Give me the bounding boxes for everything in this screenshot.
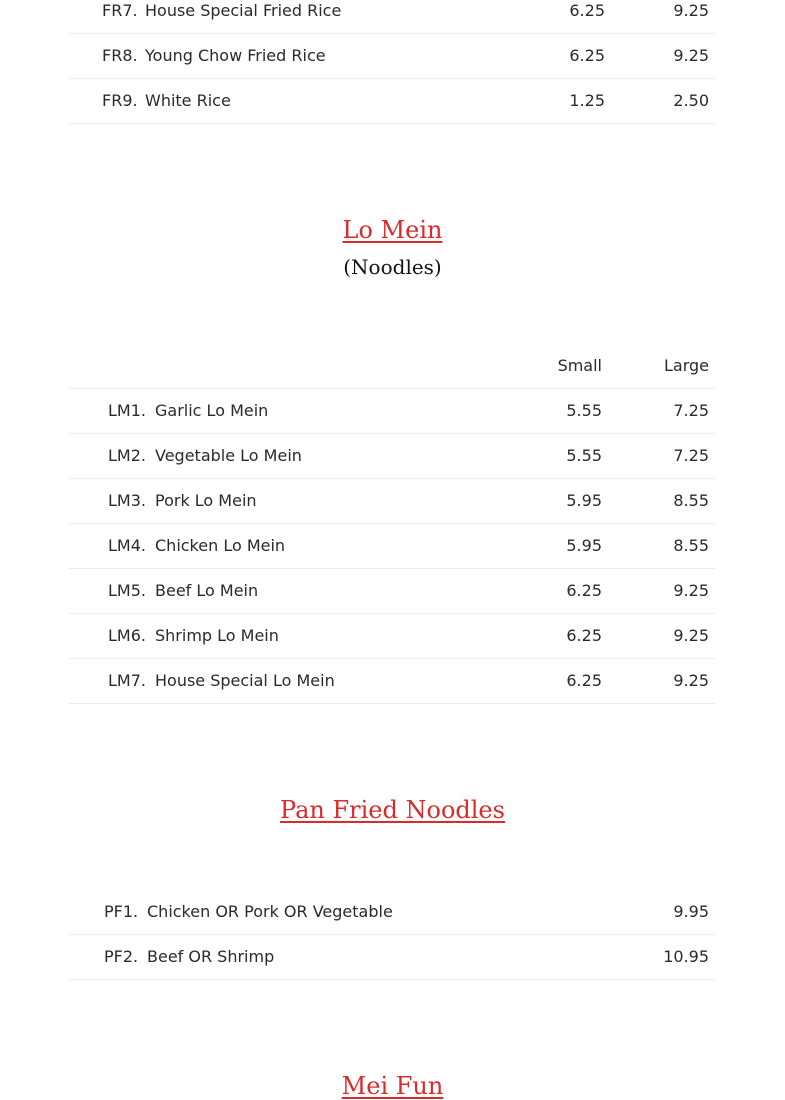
item-name: House Special Lo Mein [155, 671, 335, 690]
fried-rice-table [69, 0, 715, 124]
small-column-header: Small [557, 356, 602, 375]
pan-fried-noodles-table [69, 890, 715, 980]
item-code: LM2. [108, 446, 146, 465]
item-name: Garlic Lo Mein [155, 401, 269, 420]
mei-fun-section-title: Mei Fun [341, 1072, 444, 1100]
item-name: Vegetable Lo Mein [155, 446, 302, 465]
item-large-price: 2.50 [673, 91, 709, 110]
menu-item-row [69, 890, 715, 935]
item-large-price: 9.25 [673, 46, 709, 65]
item-small-price: 5.95 [566, 491, 602, 510]
item-large-price: 8.55 [673, 491, 709, 510]
item-small-price: 6.25 [566, 581, 602, 600]
item-code: LM5. [108, 581, 146, 600]
item-code: LM4. [108, 536, 146, 555]
item-large-price: 9.25 [673, 581, 709, 600]
large-column-header: Large [663, 356, 709, 375]
item-code: FR7. [102, 1, 138, 20]
item-large-price: 7.25 [673, 446, 709, 465]
item-large-price: 9.25 [673, 626, 709, 645]
item-large-price: 9.25 [673, 1, 709, 20]
item-name: Chicken OR Pork OR Vegetable [147, 902, 393, 921]
item-small-price: 1.25 [569, 91, 605, 110]
lo-mein-section-title: Lo Mein [342, 216, 443, 244]
item-small-price: 5.55 [566, 446, 602, 465]
menu-item-row [69, 524, 715, 569]
menu-item-row [69, 34, 715, 79]
item-code: FR9. [102, 91, 138, 110]
item-small-price: 6.25 [569, 1, 605, 20]
item-name: Beef Lo Mein [155, 581, 259, 600]
item-code: LM3. [108, 491, 146, 510]
menu-item-row [69, 79, 715, 124]
item-name: Young Chow Fried Rice [145, 46, 326, 65]
item-small-price: 6.25 [566, 626, 602, 645]
menu-item-row [69, 434, 715, 479]
item-small-price: 6.25 [569, 46, 605, 65]
item-name: Chicken Lo Mein [155, 536, 286, 555]
menu-item-row [69, 935, 715, 980]
menu-item-row [69, 479, 715, 524]
table-header-row [69, 344, 715, 389]
item-code: LM6. [108, 626, 146, 645]
menu-item-row [69, 569, 715, 614]
item-large-price: 9.25 [673, 671, 709, 690]
lo-mein-table [69, 344, 715, 704]
menu-item-row [69, 614, 715, 659]
item-small-price: 5.95 [566, 536, 602, 555]
item-code: LM1. [108, 401, 146, 420]
item-large-price: 7.25 [673, 401, 709, 420]
pan-fried-noodles-section-title: Pan Fried Noodles [280, 796, 505, 824]
menu-item-row [69, 0, 715, 34]
item-code: PF1. [104, 902, 139, 921]
item-small-price: 6.25 [566, 671, 602, 690]
item-name: Pork Lo Mein [155, 491, 257, 510]
item-price: 10.95 [663, 947, 709, 966]
item-small-price: 5.55 [566, 401, 602, 420]
item-large-price: 8.55 [673, 536, 709, 555]
item-name: Beef OR Shrimp [147, 947, 275, 966]
lo-mein-section-subtitle: (Noodles) [343, 255, 442, 279]
item-name: White Rice [145, 91, 231, 110]
menu-item-row [69, 659, 715, 704]
item-code: FR8. [102, 46, 138, 65]
item-name: Shrimp Lo Mein [155, 626, 279, 645]
item-name: House Special Fried Rice [145, 1, 342, 20]
menu-item-row [69, 389, 715, 434]
item-code: LM7. [108, 671, 146, 690]
item-code: PF2. [104, 947, 139, 966]
item-price: 9.95 [673, 902, 709, 921]
